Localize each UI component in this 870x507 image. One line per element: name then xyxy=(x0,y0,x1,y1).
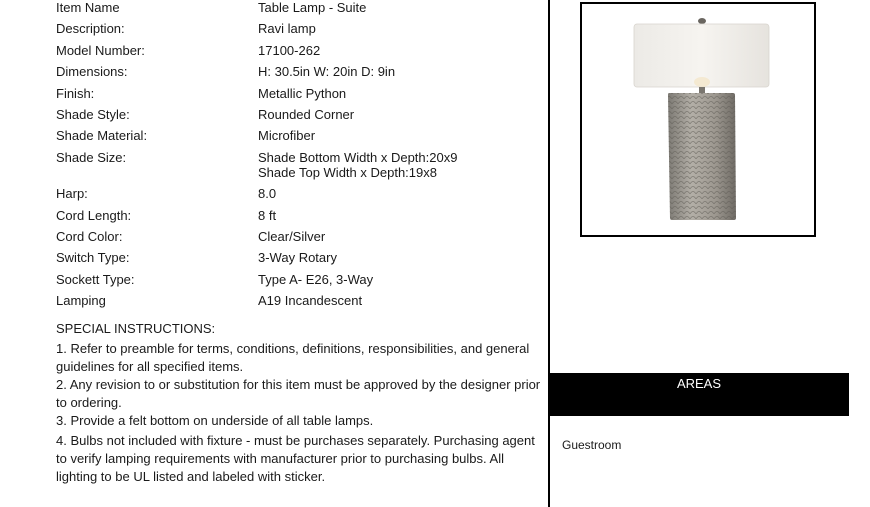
spec-row-shade-size xyxy=(56,150,536,180)
spec-value: Type A- E26, 3-Way xyxy=(258,271,374,287)
spec-row-cord-length xyxy=(56,208,536,223)
instruction-item: 1. Refer to preamble for terms, conditions, definitions, responsibilities, and general guidelines for all specified items. xyxy=(56,341,530,374)
spec-label: Shade Style: xyxy=(56,106,130,122)
spec-value: Rounded Corner xyxy=(258,106,355,122)
spec-row-switch-type xyxy=(56,250,536,265)
spec-row-harp xyxy=(56,186,536,201)
spec-row-model-number xyxy=(56,43,536,58)
areas-title: AREAS xyxy=(676,376,722,391)
spec-value: 3-Way Rotary xyxy=(258,250,337,266)
area-item-guestroom: Guestroom xyxy=(562,438,622,452)
spec-value: Ravi lamp xyxy=(258,21,316,37)
spec-row-lamping xyxy=(56,293,536,308)
spec-label: Sockett Type: xyxy=(56,271,135,287)
spec-row-shade-material xyxy=(56,128,536,143)
areas-header xyxy=(549,373,849,416)
spec-label: Model Number: xyxy=(56,42,145,58)
spec-value: Table Lamp - Suite xyxy=(258,0,367,15)
special-instructions xyxy=(56,320,546,486)
spec-label: Harp: xyxy=(56,186,88,202)
spec-value: 8.0 xyxy=(258,186,277,202)
spec-row-dimensions xyxy=(56,64,536,79)
spec-row-finish xyxy=(56,86,536,101)
spec-label: Dimensions: xyxy=(56,64,128,80)
spec-value: H: 30.5in W: 20in D: 9in xyxy=(258,64,396,80)
column-divider xyxy=(548,0,550,507)
spec-value: 8 ft xyxy=(258,207,277,223)
spec-row-shade-style xyxy=(56,107,536,122)
product-image xyxy=(580,2,816,237)
spec-value: 17100-262 xyxy=(258,42,321,58)
spec-label: Lamping xyxy=(56,293,106,309)
spec-label: Description: xyxy=(56,21,125,37)
spec-label: Item Name xyxy=(56,0,120,15)
spec-label: Cord Length: xyxy=(56,207,132,223)
spec-value: Microfiber xyxy=(258,128,316,144)
spec-table xyxy=(56,0,536,314)
spec-row-cord-color xyxy=(56,229,536,244)
spec-value: Metallic Python xyxy=(258,85,347,101)
instruction-item: 4. Bulbs not included with fixture - must be purchases separately. Purchasing agent to verify lamping requirements with manufacturer prior to purchasing bulbs. All lighting to be UL listed and labeled with sticker. xyxy=(56,433,535,484)
spec-label: Cord Color: xyxy=(56,228,123,244)
spec-label: Shade Size: xyxy=(56,149,127,165)
spec-row-item-name xyxy=(56,0,536,15)
instructions-heading: SPECIAL INSTRUCTIONS: xyxy=(56,321,216,336)
spec-row-socket-type xyxy=(56,272,536,287)
spec-label: Switch Type: xyxy=(56,250,130,266)
spec-value: A19 Incandescent xyxy=(258,293,363,309)
spec-label: Finish: xyxy=(56,85,95,101)
spec-row-description xyxy=(56,21,536,36)
instruction-item: 3. Provide a felt bottom on underside of all table lamps. xyxy=(56,413,374,428)
spec-label: Shade Material: xyxy=(56,128,148,144)
instruction-item: 2. Any revision to or substitution for this item must be approved by the designer prior to ordering. xyxy=(56,377,541,410)
spec-value: Shade Bottom Width x Depth:20x9 Shade Top Width x Depth:19x8 xyxy=(258,149,458,180)
finial-icon xyxy=(698,18,706,24)
spec-value: Clear/Silver xyxy=(258,228,326,244)
lamp-illustration xyxy=(582,4,814,235)
